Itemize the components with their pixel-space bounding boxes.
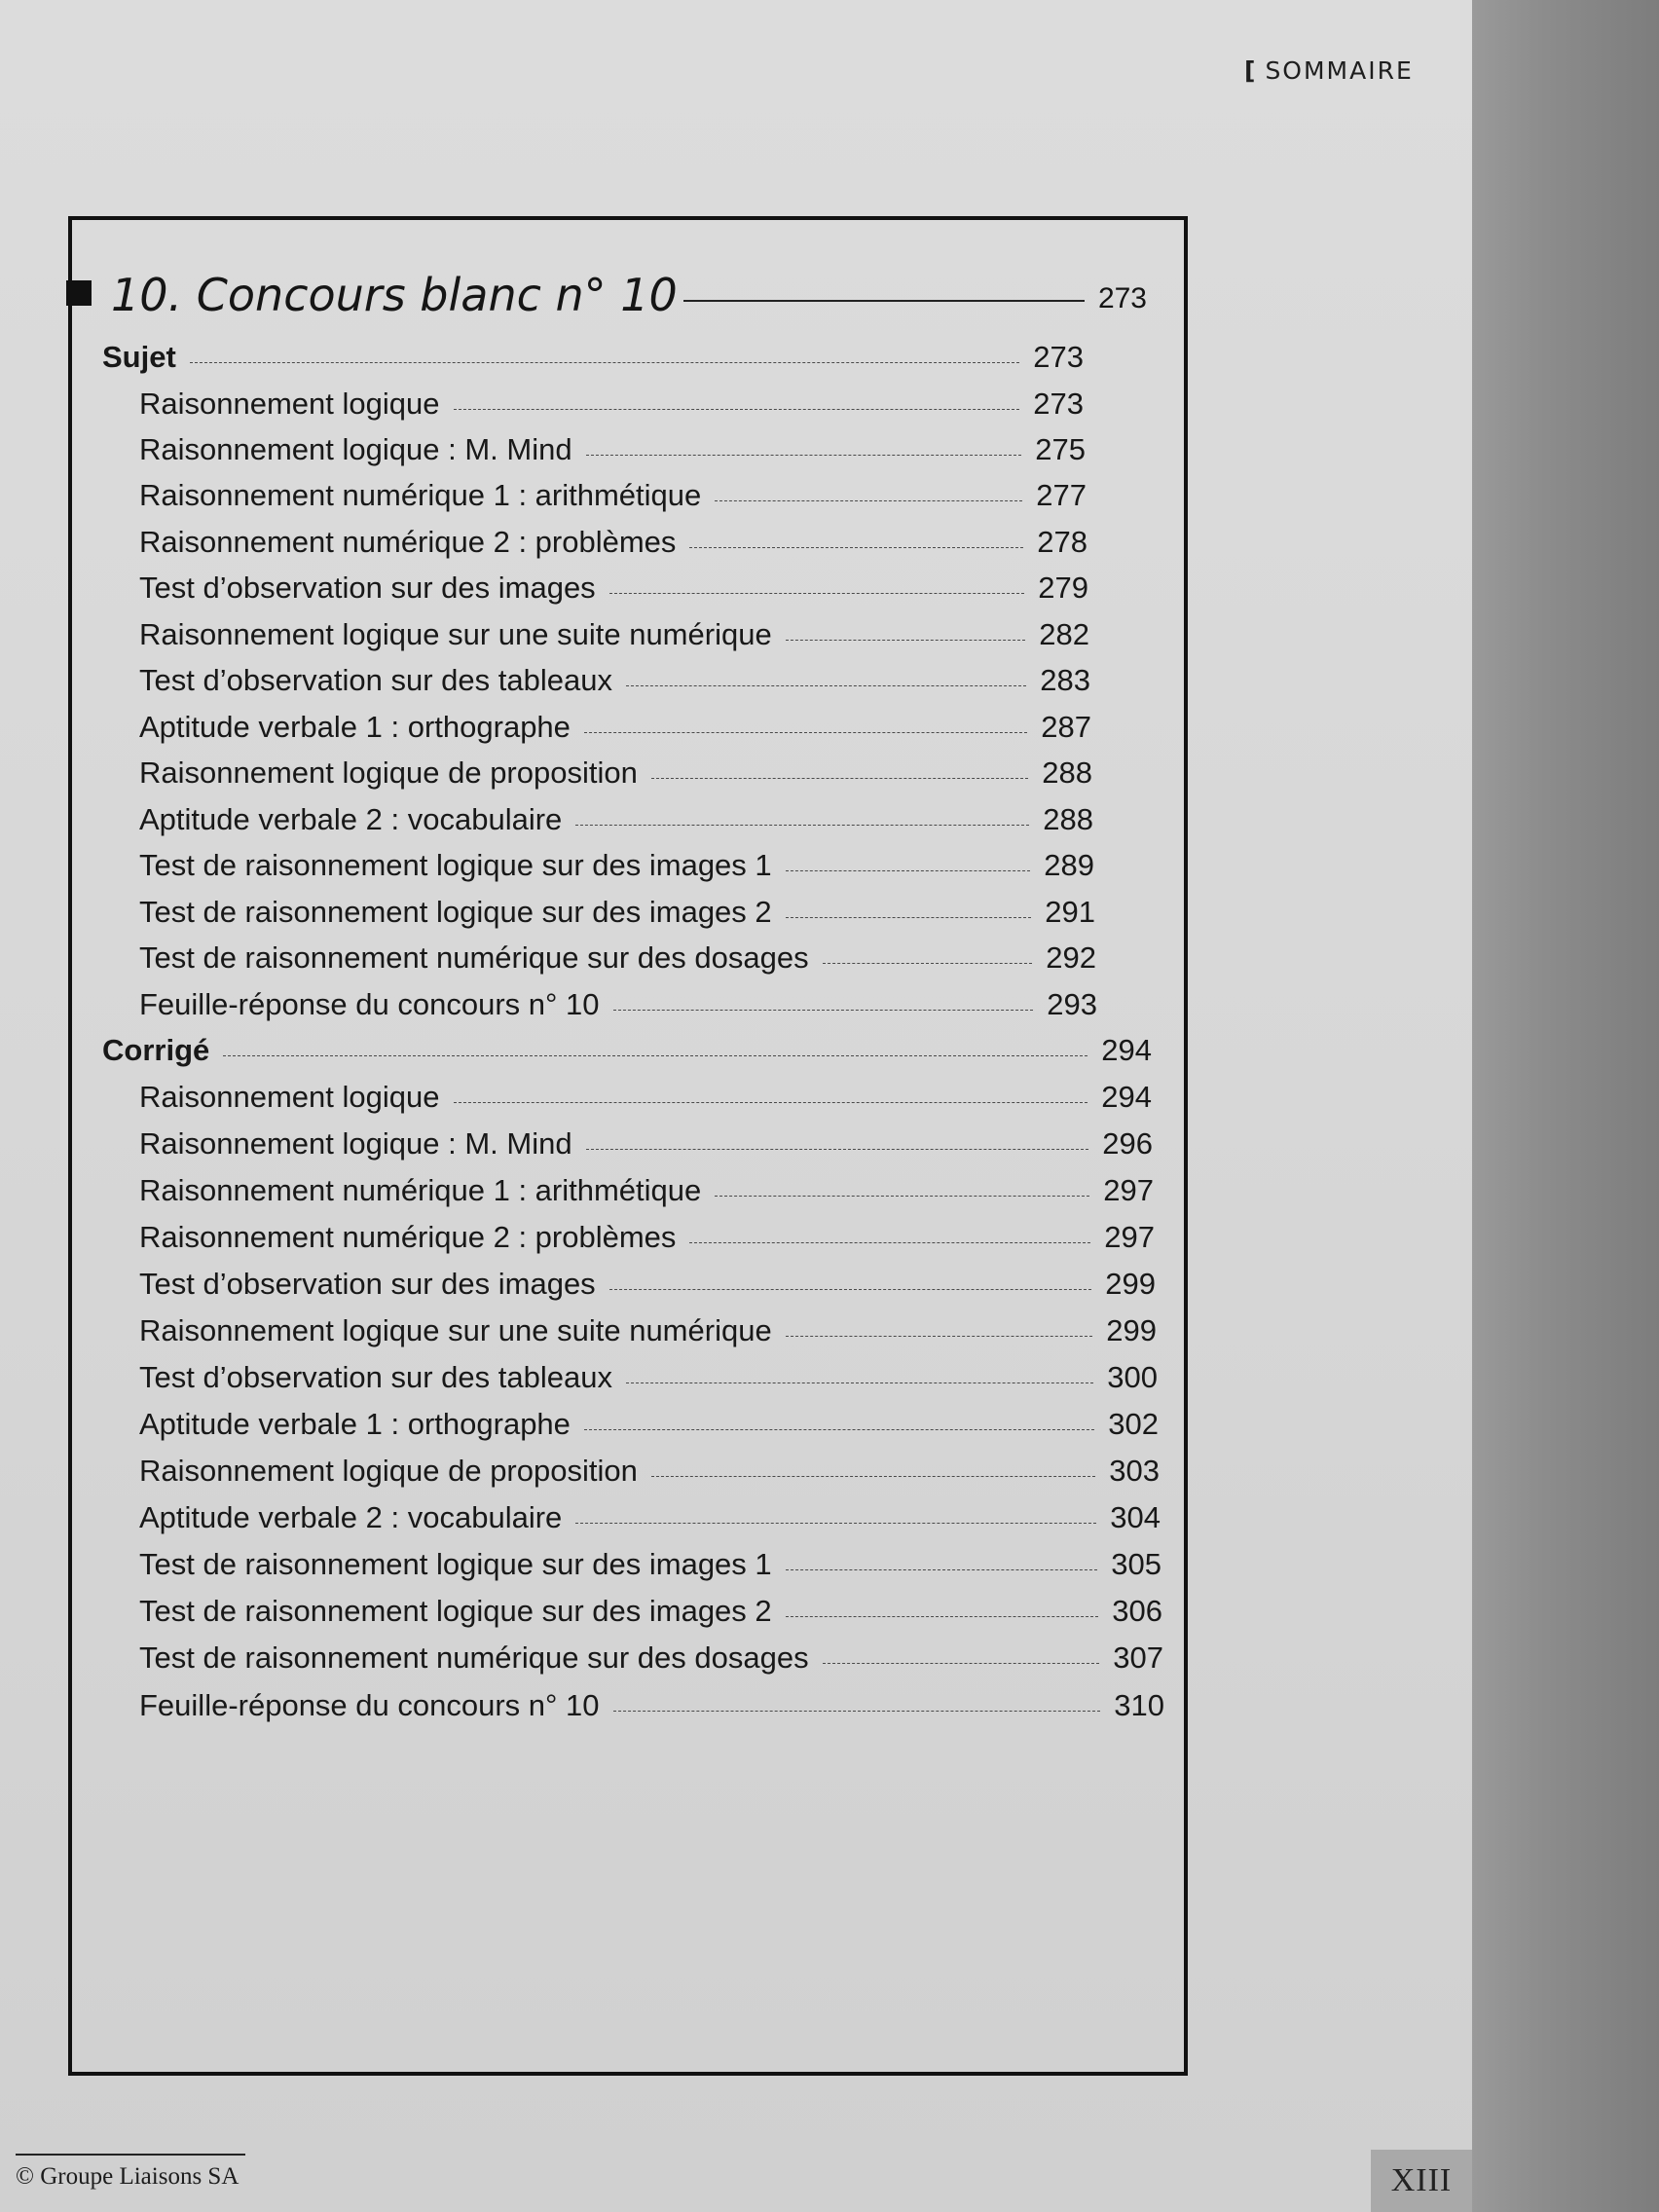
toc-leader [786,1569,1098,1570]
toc-entry-page: 300 [1107,1360,1158,1394]
toc-entry[interactable] [139,703,1091,742]
toc-entry-label: Raisonnement logique : M. Mind [139,1126,572,1161]
toc-leader [689,1242,1090,1243]
toc-entry-label: Feuille-réponse du concours n° 10 [139,987,600,1021]
toc-leader [586,1149,1089,1150]
toc-entry-label: Test de raisonnement logique sur des images 1 [139,848,772,882]
toc-entry-page: 310 [1114,1688,1164,1722]
toc-section-sujet[interactable] [102,333,1084,372]
toc-leader [613,1711,1101,1712]
toc-entry-page: 287 [1041,710,1091,744]
footer-rule [16,2154,245,2156]
toc-entry-page: 288 [1043,802,1093,836]
toc-entry-page: 302 [1108,1407,1159,1441]
toc-entry[interactable] [139,564,1088,603]
toc-entry-label: Aptitude verbale 1 : orthographe [139,710,571,744]
toc-leader [786,870,1031,871]
toc-entry-label: Test de raisonnement logique sur des images 1 [139,1547,772,1581]
toc-leader [613,1010,1034,1011]
toc-entry-page: 299 [1106,1313,1157,1347]
toc-entry-label: Raisonnement logique [139,1080,440,1114]
toc-entry-page: 292 [1046,940,1096,975]
toc-entry-page: 297 [1104,1220,1155,1254]
toc-entry-label: Sujet [102,340,176,374]
toc-entry[interactable] [139,1400,1159,1439]
toc-entry[interactable] [139,425,1086,464]
toc-entry[interactable] [139,1634,1163,1673]
toc-entry[interactable] [139,1260,1156,1299]
toc-leader [609,593,1025,594]
toc-entry-label: Test de raisonnement logique sur des images 2 [139,895,772,929]
chapter-rule [683,300,1085,302]
running-header [1244,56,1414,85]
toc-leader [454,409,1020,410]
toc-leader [190,362,1019,363]
toc-entry[interactable] [139,1307,1157,1346]
toc-leader [689,547,1023,548]
toc-entry-page: 296 [1102,1126,1153,1161]
toc-section-corrige[interactable] [102,1026,1152,1065]
toc-entry-label: Raisonnement logique de proposition [139,1454,638,1488]
toc-entry[interactable] [139,656,1090,695]
toc-entry-page: 307 [1113,1641,1163,1675]
toc-entry-page: 273 [1033,340,1084,374]
toc-entry-page: 282 [1039,617,1089,651]
toc-leader [586,455,1022,456]
toc-entry-label: Aptitude verbale 2 : vocabulaire [139,1500,563,1534]
toc-leader [651,1476,1095,1477]
toc-entry-label: Test de raisonnement numérique sur des dosages [139,940,809,975]
chapter-heading [66,255,1147,321]
toc-leader [584,732,1027,733]
toc-leader [786,917,1032,918]
toc-entry-label: Test de raisonnement numérique sur des dosages [139,1641,809,1675]
header-bracket: [ [1244,56,1258,85]
toc-entry-label: Aptitude verbale 2 : vocabulaire [139,802,563,836]
toc-leader [575,825,1029,826]
toc-leader [651,778,1028,779]
header-label: SOMMAIRE [1265,56,1414,85]
chapter-title: 10. Concours blanc n° 10 [111,269,678,321]
toc-entry-page: 304 [1110,1500,1161,1534]
toc-entry[interactable] [139,1681,1164,1720]
toc-entry[interactable] [139,1587,1162,1626]
toc-entry-label: Raisonnement logique [139,387,440,421]
toc-leader [584,1429,1094,1430]
toc-leader [223,1055,1088,1056]
toc-leader [575,1523,1096,1524]
toc-entry[interactable] [139,749,1092,788]
toc-entry-page: 277 [1036,478,1087,512]
toc-entry[interactable] [139,1166,1154,1205]
toc-entry-label: Test d’observation sur des images [139,1267,596,1301]
toc-entry[interactable] [139,380,1084,419]
toc-leader [626,1382,1093,1383]
page-number: XIII [1371,2150,1472,2212]
toc-entry[interactable] [139,471,1087,510]
toc-entry-label: Test de raisonnement logique sur des images 2 [139,1594,772,1628]
toc-entry[interactable] [139,1353,1158,1392]
toc-entry-label: Raisonnement logique sur une suite numérique [139,617,772,651]
toc-entry-label: Raisonnement logique sur une suite numérique [139,1313,772,1347]
toc-entry-page: 297 [1103,1173,1154,1207]
toc-entry-label: Test d’observation sur des images [139,571,596,605]
toc-entry-page: 299 [1105,1267,1156,1301]
toc-entry-label: Raisonnement numérique 2 : problèmes [139,525,677,559]
bullet-square-icon [66,280,92,306]
toc-leader [609,1289,1092,1290]
toc-entry[interactable] [139,841,1094,880]
toc-entry-label: Corrigé [102,1033,210,1067]
toc-entry[interactable] [139,610,1089,649]
toc-leader [454,1102,1088,1103]
toc-entry-page: 289 [1044,848,1094,882]
toc-entry-page: 278 [1037,525,1088,559]
toc-entry[interactable] [139,1540,1161,1579]
toc-entry-label: Test d’observation sur des tableaux [139,1360,612,1394]
toc-entry-page: 306 [1112,1594,1162,1628]
toc-entry-page: 294 [1101,1033,1152,1067]
toc-entry-label: Raisonnement logique : M. Mind [139,432,572,466]
toc-entry[interactable] [139,934,1096,973]
toc-entry-page: 291 [1045,895,1095,929]
toc-entry-page: 288 [1042,756,1092,790]
toc-entry-label: Test d’observation sur des tableaux [139,663,612,697]
toc-entry-label: Raisonnement numérique 1 : arithmétique [139,1173,702,1207]
toc-entry[interactable] [139,795,1093,834]
toc-entry[interactable] [139,1073,1152,1112]
toc-entry[interactable] [139,1493,1161,1532]
toc-entry-page: 283 [1040,663,1090,697]
toc-leader [786,1616,1099,1617]
toc-leader [715,1196,1089,1197]
toc-entry-label: Raisonnement logique de proposition [139,756,638,790]
toc-entry-page: 294 [1101,1080,1152,1114]
chapter-page: 273 [1097,282,1147,314]
toc-entry[interactable] [139,980,1097,1019]
toc-entry-label: Raisonnement numérique 1 : arithmétique [139,478,702,512]
toc-leader [786,1336,1093,1337]
toc-entry-label: Aptitude verbale 1 : orthographe [139,1407,571,1441]
toc-entry[interactable] [139,888,1095,927]
toc-entry-page: 275 [1035,432,1086,466]
toc-leader [823,1663,1100,1664]
toc-leader [626,685,1026,686]
background-edge [1470,0,1659,2212]
toc-entry[interactable] [139,1213,1155,1252]
toc-leader [786,640,1026,641]
toc-entry-label: Raisonnement numérique 2 : problèmes [139,1220,677,1254]
toc-entry-page: 273 [1033,387,1084,421]
toc-entry-page: 293 [1047,987,1097,1021]
toc-entry-label: Feuille-réponse du concours n° 10 [139,1688,600,1722]
copyright-notice: © Groupe Liaisons SA [16,2163,240,2190]
toc-entry[interactable] [139,1120,1153,1159]
toc-entry-page: 303 [1109,1454,1160,1488]
toc-entry[interactable] [139,1447,1160,1486]
toc-leader [823,963,1033,964]
toc-entry-page: 279 [1038,571,1088,605]
toc-entry[interactable] [139,518,1088,557]
toc-entry-page: 305 [1111,1547,1161,1581]
toc-leader [715,500,1022,501]
